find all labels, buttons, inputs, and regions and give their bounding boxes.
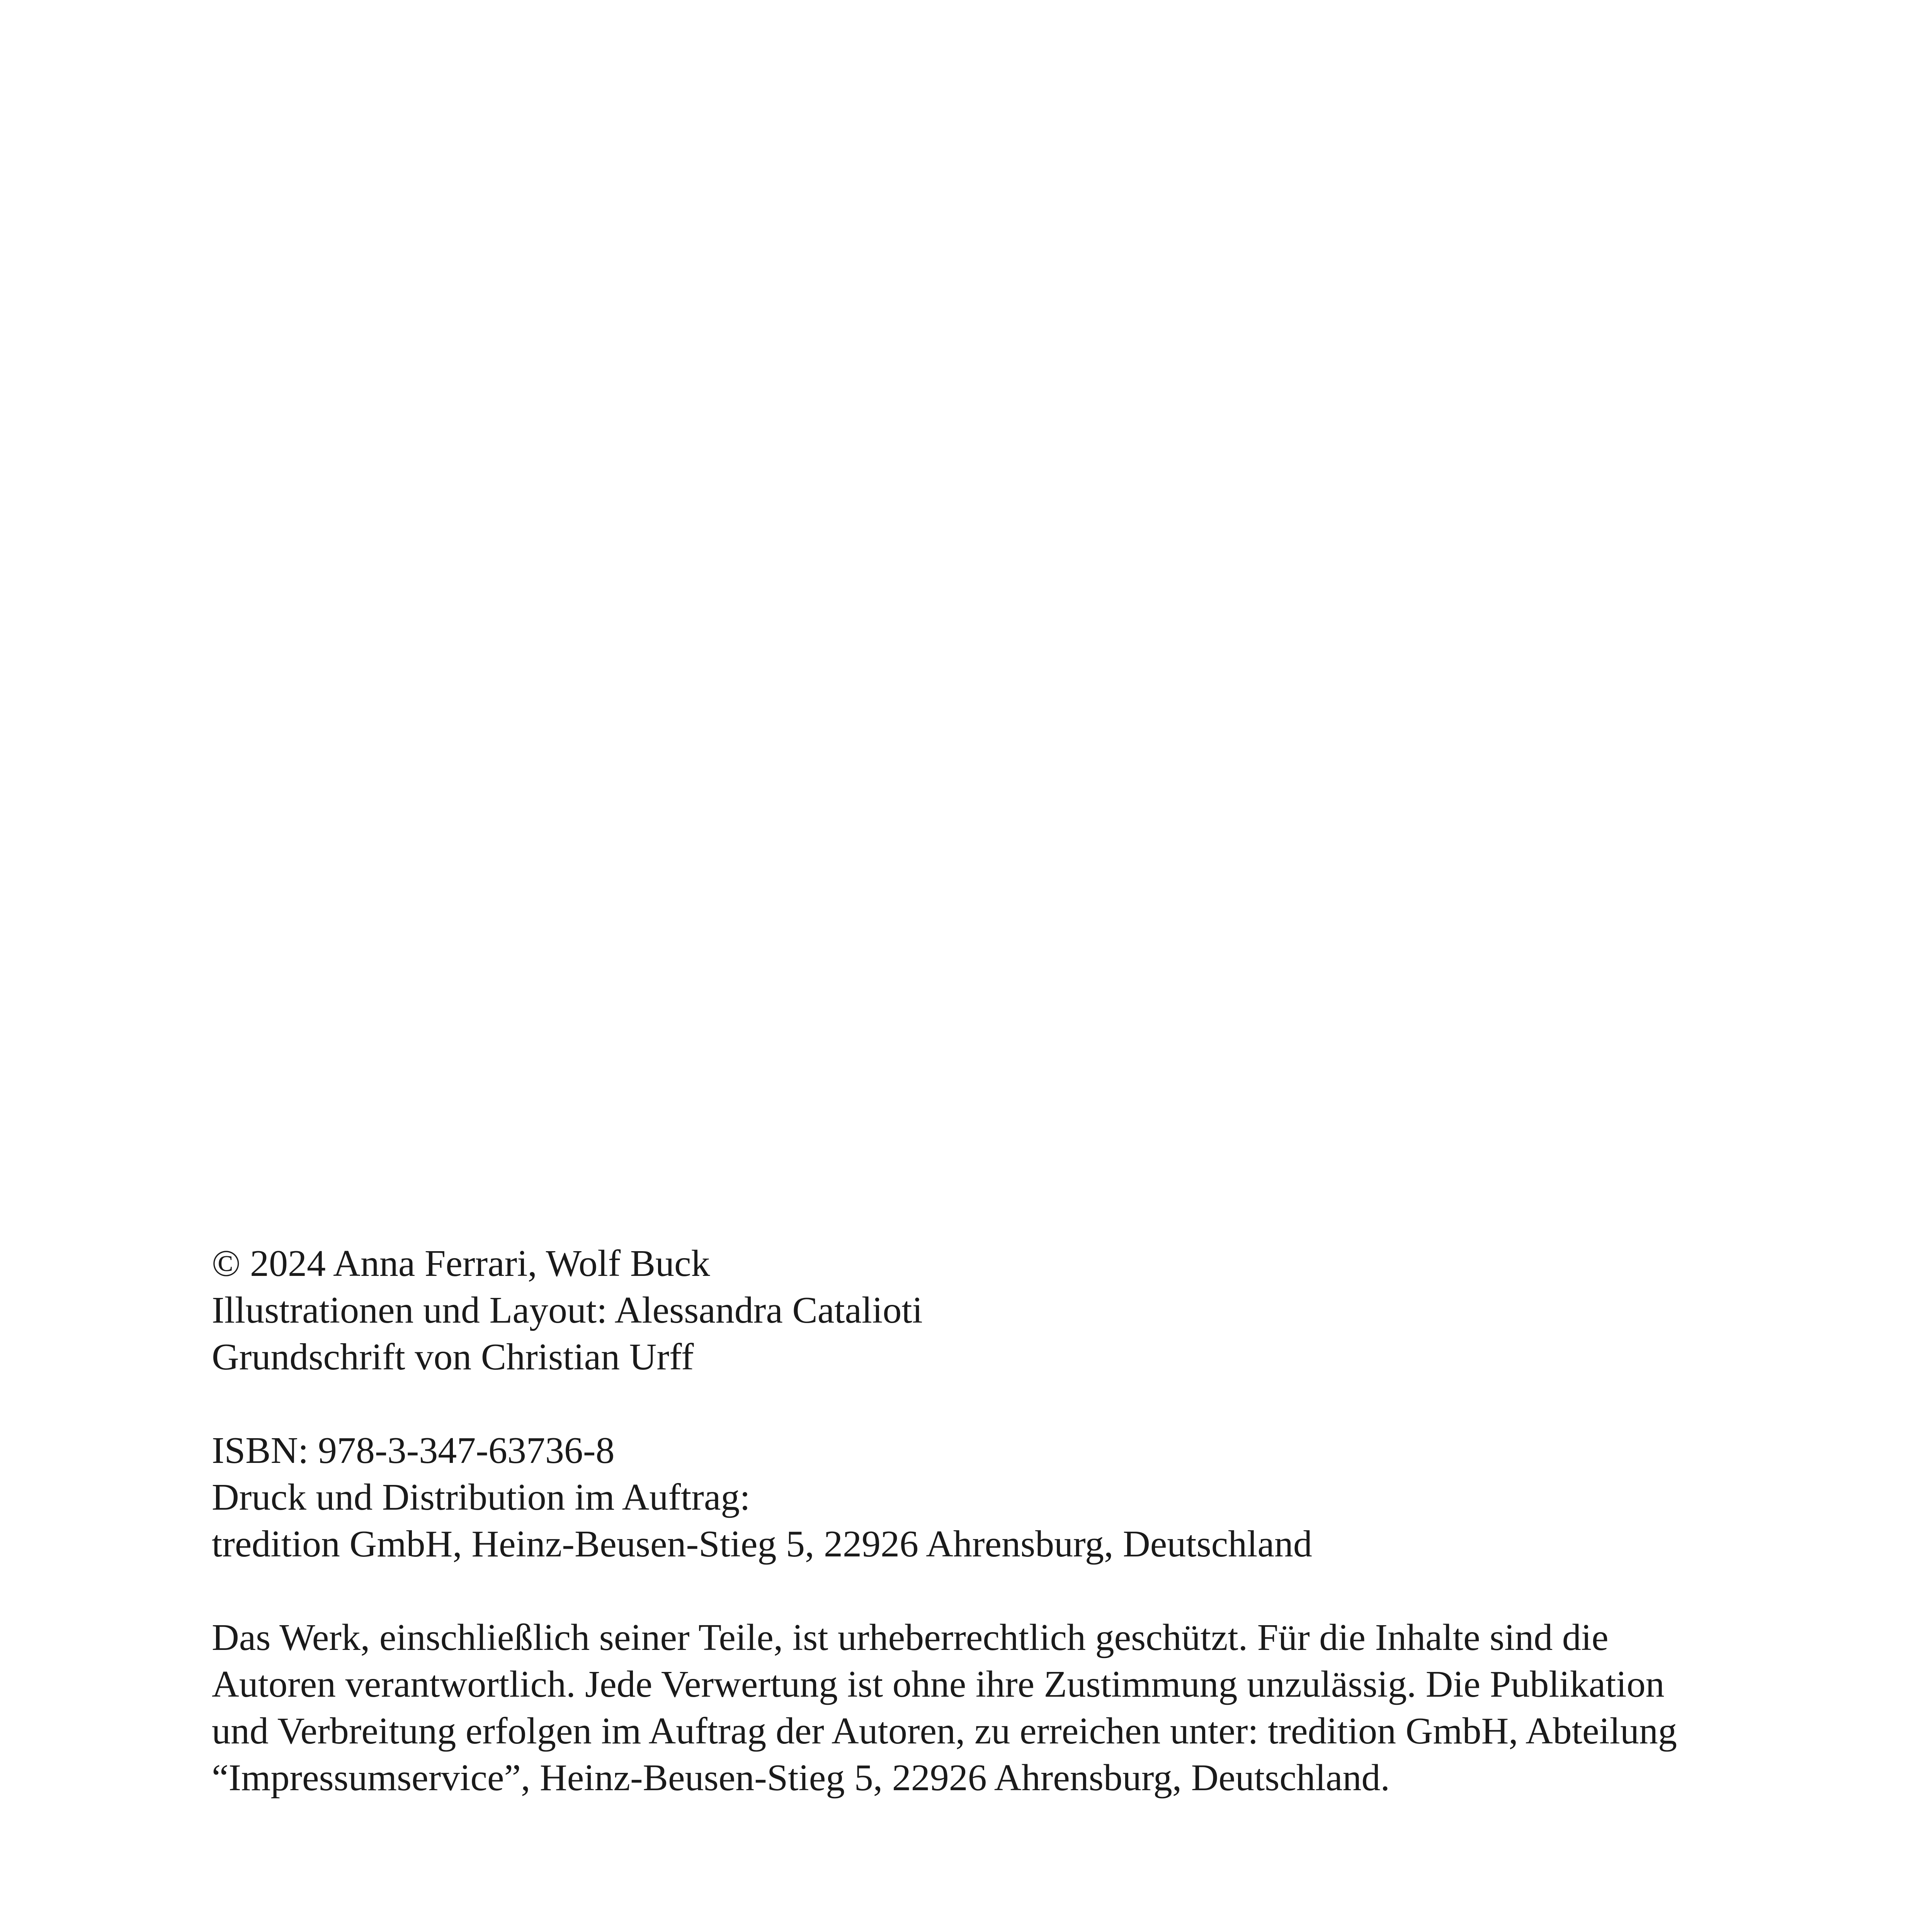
legal-notice-line: “Impressumservice”, Heinz-Beusen-Stieg 5, 22926 Ahrensburg, Deutschland. bbox=[212, 1757, 1390, 1799]
legal-notice-block bbox=[212, 1614, 1932, 1801]
print-distribution-line: Druck und Distribution im Auftrag: bbox=[212, 1476, 750, 1518]
legal-notice-line: Das Werk, einschließlich seiner Teile, ist urheberrechtlich geschützt. Für die Inhalte sind die bbox=[212, 1617, 1609, 1658]
copyright-line: © 2024 Anna Ferrari, Wolf Buck bbox=[212, 1243, 710, 1284]
isbn-line: ISBN: 978-3-347-63736-8 bbox=[212, 1430, 615, 1471]
legal-notice-line: Autoren verantwortlich. Jede Verwertung ist ohne ihre Zustimmung unzulässig. Die Publikation bbox=[212, 1663, 1665, 1705]
publication-block bbox=[212, 1427, 1932, 1568]
paragraph-spacer bbox=[212, 1381, 1932, 1427]
imprint-text bbox=[212, 1240, 1932, 1801]
legal-notice-line: und Verbreitung erfolgen im Auftrag der Autoren, zu erreichen unter: tredition GmbH, Abteilung bbox=[212, 1710, 1677, 1752]
credits-block bbox=[212, 1240, 1932, 1381]
typeface-line: Grundschrift von Christian Urff bbox=[212, 1336, 694, 1378]
paragraph-spacer bbox=[212, 1568, 1932, 1614]
illustrations-line: Illustrationen und Layout: Alessandra Catalioti bbox=[212, 1289, 923, 1331]
publisher-address-line: tredition GmbH, Heinz-Beusen-Stieg 5, 22926 Ahrensburg, Deutschland bbox=[212, 1523, 1312, 1565]
